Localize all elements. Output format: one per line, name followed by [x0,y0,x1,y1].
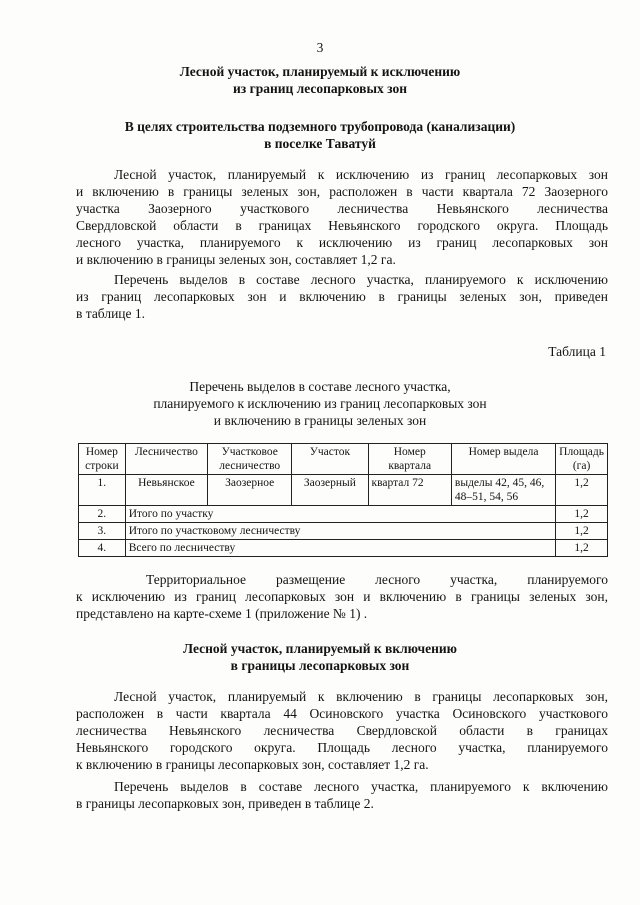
paragraph-line: и включению в границы зеленых зон, составляет 1,2 га. [76,252,396,267]
header-plot: Участок [292,444,368,475]
paragraph-line: к включению в границы лесопарковых зон, составляет 1,2 га. [76,757,429,772]
paragraph-line: представлено на карте-схеме 1 (приложение № 1) . [76,606,368,621]
paragraph-line: из границ лесопарковых зон и включению в границы зеленых зон, приведен [76,289,608,304]
paragraph-3 [76,571,608,622]
header-district-forestry: Участковое лесничество [208,444,292,475]
cell-row-number: 3. [79,523,126,540]
paragraph-line: лесного участка, планируемого к исключению из границ лесопарковых зон [76,235,608,250]
table-header-row [79,444,608,475]
cell-forestry: Невьянское [125,475,207,506]
cell-area: 1,2 [556,506,608,523]
cell-area: 1,2 [556,540,608,557]
section1-purpose [60,118,580,152]
paragraph-line: Лесной участок, планируемый к исключению из границ лесопарковых зон [114,167,608,182]
cell-district-forestry: Заозерное [208,475,292,506]
paragraph-line: Перечень выделов в составе лесного участка, планируемого к исключению [114,272,608,287]
header-forestry: Лесничество [125,444,207,475]
paragraph-line: участка Заозерного участкового лесничества Невьянского лесничества [76,201,608,216]
table1-caption-line-3: и включению в границы зеленых зон [213,413,427,428]
table-row [79,523,608,540]
cell-quarter-number: квартал 72 [368,475,451,506]
section2-title-line-2: в границы лесопарковых зон [230,658,410,673]
section1-paragraph-1 [76,166,608,268]
paragraph-line: Перечень выделов в составе лесного участка, планируемого к включению [114,779,608,794]
section1-paragraph-2 [76,271,608,322]
cell-row-number: 1. [79,475,126,506]
section2-paragraph-2 [76,778,608,812]
cell-area: 1,2 [556,475,608,506]
header-row-number: Номер строки [79,444,126,475]
paragraph-line: расположен в части квартала 44 Осиновского участка Осиновского участкового [76,706,608,721]
paragraph-line: в таблице 1. [76,306,146,321]
section2-title [60,640,580,674]
paragraph-line: Свердловской области в границах Невьянского городского округа. Площадь [76,218,608,233]
table1 [78,443,608,557]
paragraph-line: Лесной участок, планируемый к включению в границы лесопарковых зон, [114,689,608,704]
section1-purpose-line-2: в поселке Таватуй [264,136,376,151]
table-row [79,475,608,506]
cell-row-number: 4. [79,540,126,557]
section1-title [60,63,580,97]
cell-row-number: 2. [79,506,126,523]
paragraph-line: и включению в границы зеленых зон, расположен в части квартала 72 Заозерного [76,184,608,199]
table1-caption-line-2: планируемого к исключению из границ лесопарковых зон [153,396,487,411]
section1-purpose-line-1: В целях строительства подземного трубопровода (канализации) [124,119,516,134]
section1-title-line-2: из границ лесопарковых зон [232,81,408,96]
section1-title-line-1: Лесной участок, планируемый к исключению [179,64,461,79]
paragraph-line: Невьянского городского округа. Площадь лесного участка, планируемого [76,740,608,755]
cell-total-label: Итого по участку [125,506,555,523]
cell-total-label: Итого по участковому лесничеству [125,523,555,540]
paragraph-line: в границы лесопарковых зон, приведен в таблице 2. [76,796,374,811]
table1-caption-line-1: Перечень выделов в составе лесного участка, [189,379,451,394]
header-area: Площадь (га) [556,444,608,475]
paragraph-line: Территориальное размещение лесного участка, планируемого [146,572,608,587]
cell-plot: Заозерный [292,475,368,506]
header-quarter-number: Номер квартала [368,444,451,475]
table1-caption [60,378,580,429]
section2-title-line-1: Лесной участок, планируемый к включению [183,641,457,656]
cell-allotment-number: выделы 42, 45, 46, 48–51, 54, 56 [451,475,555,506]
table-row [79,506,608,523]
table-row [79,540,608,557]
header-allotment-number: Номер выдела [451,444,555,475]
cell-total-label: Всего по лесничеству [125,540,555,557]
table1-label: Таблица 1 [548,344,606,359]
section2-paragraph-1 [76,688,608,773]
page-number: 3 [316,40,324,55]
cell-area: 1,2 [556,523,608,540]
paragraph-line: к исключению из границ лесопарковых зон и включению в границы зеленых зон, [76,589,608,604]
paragraph-line: лесничества Невьянского лесничества Свердловской области в границах [76,723,608,738]
